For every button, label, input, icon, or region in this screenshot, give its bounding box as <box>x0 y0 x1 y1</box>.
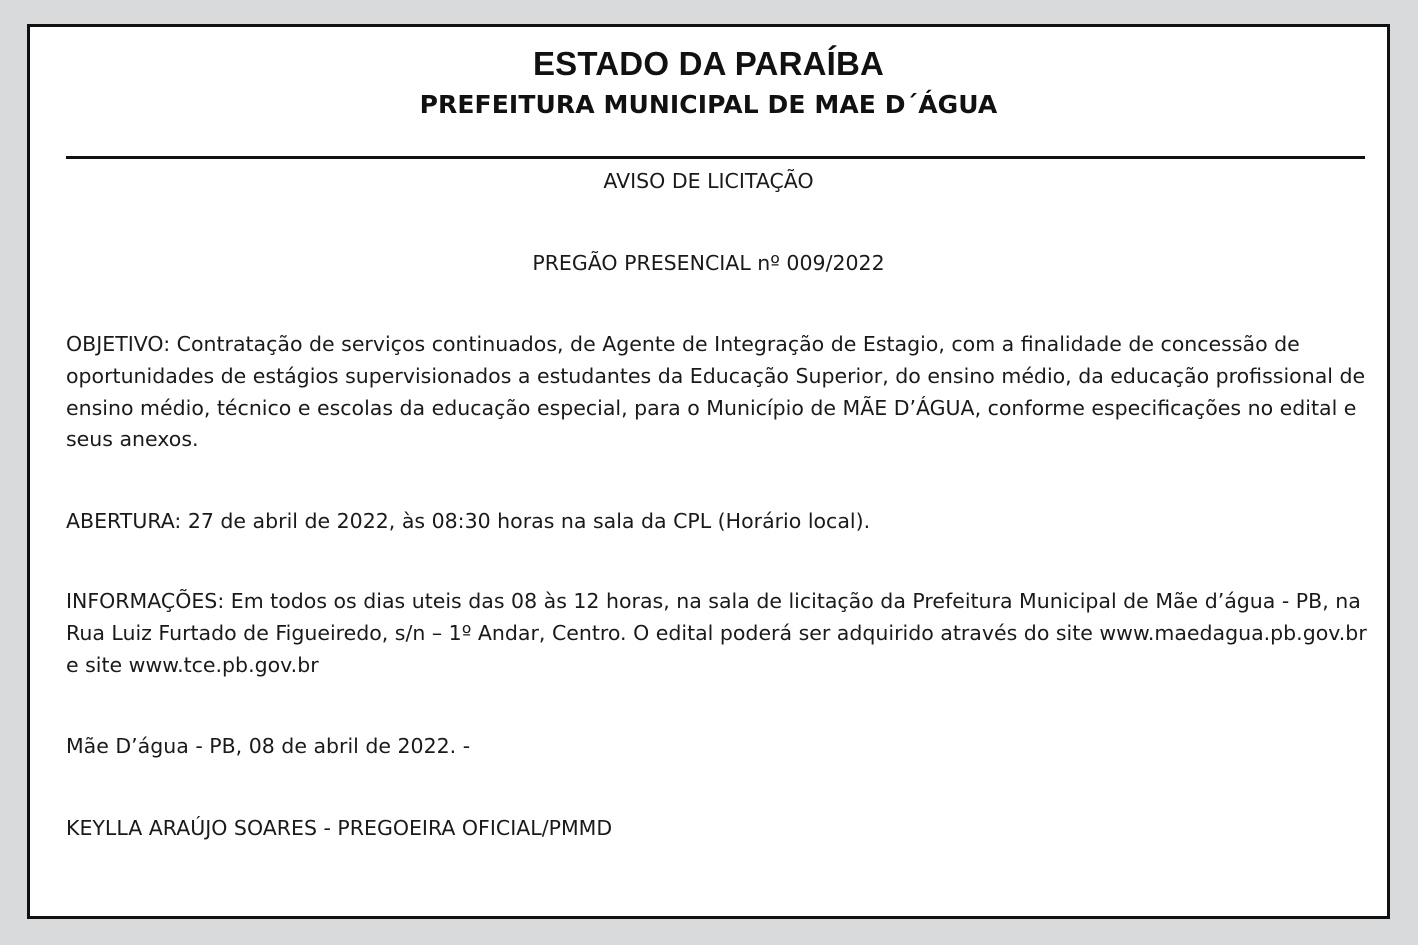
information-line: INFORMAÇÕES: Em todos os dias uteis das 08 às 12 horas, na sala de licitação da Prefeitura Municipal de Mãe d’água - PB, na <box>66 589 1361 613</box>
objective-line: oportunidades de estágios supervisionados a estudantes da Educação Superior, do ensino médio, da educação profissional de <box>66 364 1366 388</box>
objective-line: seus anexos. <box>66 427 199 451</box>
city-hall-title: PREFEITURA MUNICIPAL DE MAE D´ÁGUA <box>419 90 998 119</box>
objective-line: OBJETIVO: Contratação de serviços continuados, de Agente de Integração de Estagio, com a finalidade de concessão de <box>66 332 1300 356</box>
signature: KEYLLA ARAÚJO SOARES - PREGOEIRA OFICIAL/PMMD <box>66 816 613 840</box>
objective-line: ensino médio, técnico e escolas da educação especial, para o Município de MÃE D’ÁGUA, conforme especificações no edital e <box>66 396 1357 420</box>
bid-notice <box>27 24 1390 919</box>
notice-type: AVISO DE LICITAÇÃO <box>603 169 814 193</box>
information-line: Rua Luiz Furtado de Figueiredo, s/n – 1º Andar, Centro. O edital poderá ser adquirido através do site www.maedagua.pb.gov.br <box>66 621 1367 645</box>
state-title: ESTADO DA PARAÍBA <box>532 45 885 82</box>
information-line: e site www.tce.pb.gov.br <box>66 653 319 677</box>
process-number: PREGÃO PRESENCIAL nº 009/2022 <box>532 251 885 275</box>
header-divider <box>66 156 1365 159</box>
place-date: Mãe D’água - PB, 08 de abril de 2022. - <box>66 734 471 758</box>
opening-text: ABERTURA: 27 de abril de 2022, às 08:30 horas na sala da CPL (Horário local). <box>66 509 871 533</box>
